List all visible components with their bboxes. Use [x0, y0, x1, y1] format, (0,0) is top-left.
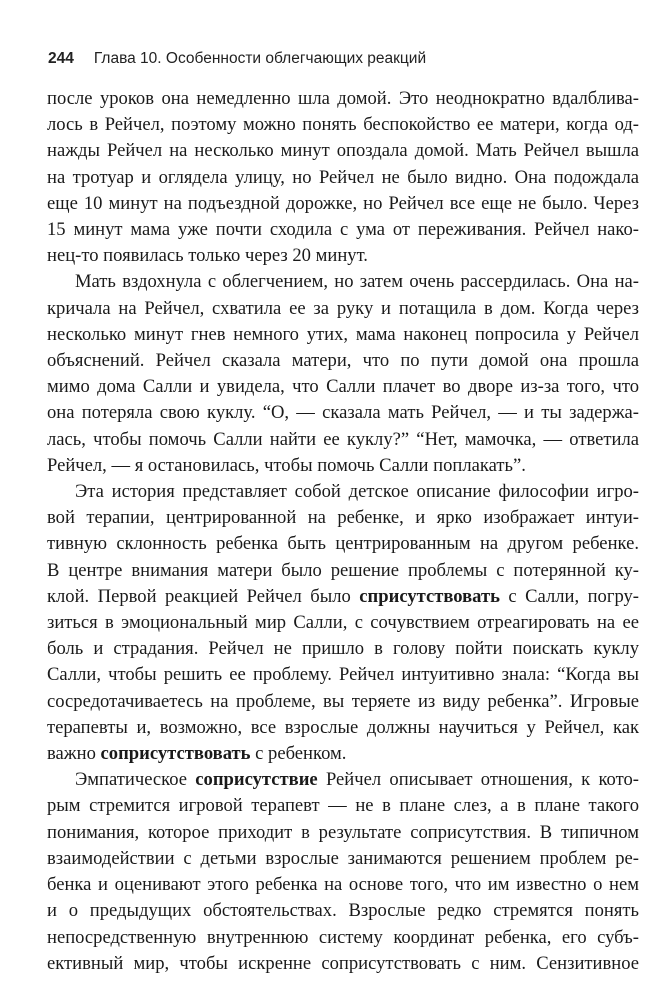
text-line: рым стремится игровой терапевт — не в плане слез, а в плане такого [47, 795, 639, 817]
text-line: Эта история представляет собой детское описание философии игро- [75, 481, 639, 503]
text-line: непосредственную внутреннюю систему координат ребенка, его субъ- [47, 926, 639, 948]
paragraph-2 [47, 269, 639, 479]
text-line: понимания, которое приходит в результате соприсутствия. В типичном [47, 821, 639, 843]
text-line: кричала на Рейчел, схватила ее за руку и потащила в дом. Когда через [47, 297, 639, 319]
text-line: объяснений. Рейчел сказала матери, что по пути домой она прошла [47, 350, 639, 372]
text-line: еще 10 минут на подъездной дорожке, но Рейчел все еще не было. Через [47, 192, 639, 214]
text-line: лось в Рейчел, поэтому можно понять беспокойство ее матери, когда од- [47, 114, 639, 136]
text-line: несколько минут гнев немного утих, мама наконец попросила у Рейчел [47, 323, 639, 345]
emphasis-term: соприсутствие [195, 769, 318, 791]
text-line: Рейчел, — я остановилась, чтобы помочь Салли поплакать”. [47, 454, 526, 476]
paragraph-1 [47, 86, 639, 269]
text-line: вой терапии, центрированной на ребенке, и ярко изображает интуи- [47, 507, 639, 529]
text-line: она потеряла свою куклу. “О, — сказала мать Рейчел, — и ты задержа- [47, 402, 639, 424]
text-line: нажды Рейчел на несколько минут опоздала домой. Мать Рейчел вышла [47, 140, 639, 162]
body-text [47, 86, 639, 977]
text-line: важно соприсутствовать с ребенком. [47, 743, 347, 765]
text-line: после уроков она немедленно шла домой. Это неоднократно вдалблива- [47, 88, 639, 109]
text-line: нец-то появилась только через 20 минут. [47, 245, 368, 267]
text-line: Мать вздохнула с облегчением, но затем очень рассердилась. Она на- [75, 271, 639, 293]
chapter-title: Глава 10. Особенности облегчающих реакций [93, 50, 427, 67]
paragraph-4 [47, 767, 639, 977]
text-line: терапевты и, возможно, все взрослые должны научиться у Рейчел, как [47, 716, 639, 738]
text-line: ективный мир, чтобы искренне соприсутствовать с ним. Сензитивное [47, 952, 639, 974]
text-line: взаимодействии с детьми взрослые занимаются решением проблем ре- [47, 847, 639, 869]
text-line: мимо дома Салли и увидела, что Салли плачет во дворе из-за того, что [47, 376, 639, 398]
running-header [48, 50, 426, 68]
text-line: бенка и оценивают этого ребенка на основе того, что им известно о нем [47, 874, 639, 896]
page-number: 244 [48, 50, 74, 67]
text-line: и о предыдущих обстоятельствах. Взрослые редко стремятся понять [47, 900, 639, 922]
text-line: лась, чтобы помочь Салли найти ее куклу?” “Нет, мамочка, — ответила [47, 428, 639, 450]
emphasis-term: соприсутствовать [100, 743, 251, 765]
paragraph-3 [47, 479, 639, 767]
text-line: боль и страдания. Рейчел не пришло в голову пойти поискать куклу [47, 638, 639, 660]
text-line: Эмпатическое соприсутствие Рейчел описывает отношения, к кото- [75, 769, 639, 791]
text-line: на тротуар и оглядела улицу, но Рейчел не было видно. Она подождала [47, 166, 639, 188]
text-line: Салли, чтобы решить ее проблему. Рейчел интуитивно знала: “Когда вы [47, 664, 639, 686]
text-line: клой. Первой реакцией Рейчел было сприсутствовать с Салли, погру- [47, 585, 639, 607]
text-line: В центре внимания матери было решение проблемы с потерянной ку- [47, 559, 639, 581]
text-line: 15 минут мама уже почти сходила с ума от переживания. Рейчел нако- [47, 219, 639, 241]
text-line: сосредотачиваетесь на проблеме, вы теряете из виду ребенка”. Игровые [47, 690, 639, 712]
emphasis-term: сприсутствовать [359, 585, 500, 607]
text-line: тивную склонность ребенка быть центрированным на другом ребенке. [47, 533, 639, 555]
text-line: зиться в эмоциональный мир Салли, с сочувствием отреагировать на ее [47, 612, 639, 634]
